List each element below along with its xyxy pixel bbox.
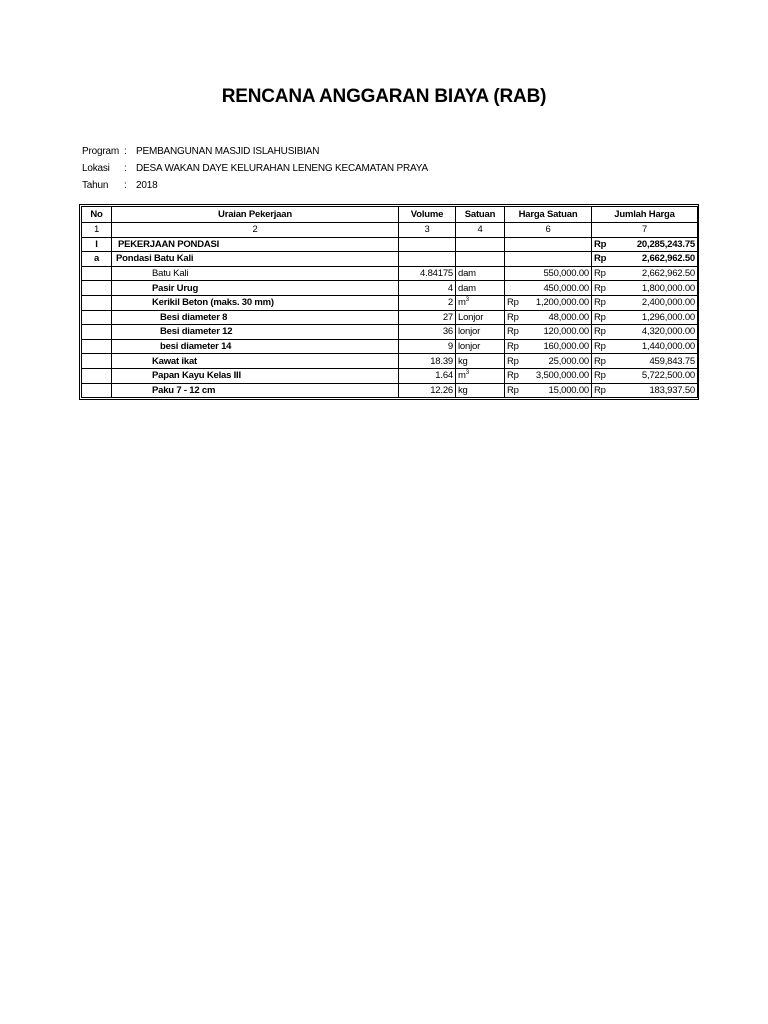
header-volume: Volume bbox=[399, 207, 456, 223]
item-total: 2,400,000.00 bbox=[610, 295, 698, 310]
item-no bbox=[82, 325, 112, 340]
item-no bbox=[82, 354, 112, 369]
item-total-currency: Rp bbox=[592, 266, 610, 281]
header-row bbox=[82, 207, 698, 223]
meta-value: DESA WAKAN DAYE KELURAHAN LENENG KECAMATAN PRAYA bbox=[136, 163, 428, 174]
item-total: 4,320,000.00 bbox=[610, 325, 698, 340]
subsection-label: Pondasi Batu Kali bbox=[112, 252, 399, 267]
item-volume: 9 bbox=[399, 339, 456, 354]
item-unit-cell bbox=[456, 295, 505, 310]
empty-cell bbox=[399, 252, 456, 267]
item-total-currency: Rp bbox=[592, 368, 610, 383]
table-row bbox=[82, 368, 698, 383]
subsection-total: 2,662,962.50 bbox=[610, 252, 698, 267]
col-number: 1 bbox=[82, 223, 112, 238]
table-row bbox=[82, 325, 698, 340]
item-volume: 2 bbox=[399, 295, 456, 310]
item-no bbox=[82, 281, 112, 296]
item-price-currency bbox=[505, 266, 524, 281]
meta-tahun bbox=[82, 177, 428, 194]
item-total: 5,722,500.00 bbox=[610, 368, 698, 383]
item-label: Batu Kali bbox=[112, 266, 399, 281]
col-number: 3 bbox=[399, 223, 456, 238]
item-price-currency: Rp bbox=[505, 354, 524, 369]
meta-key: Program bbox=[82, 146, 119, 157]
header-harga-satuan: Harga Satuan bbox=[505, 207, 592, 223]
meta-value: PEMBANGUNAN MASJID ISLAHUSIBIAN bbox=[136, 146, 320, 157]
item-price-currency: Rp bbox=[505, 368, 524, 383]
item-total: 183,937.50 bbox=[610, 383, 698, 398]
header-uraian: Uraian Pekerjaan bbox=[112, 207, 399, 223]
section-total: 20,285,243.75 bbox=[610, 237, 698, 252]
item-price: 48,000.00 bbox=[524, 310, 592, 325]
item-price: 15,000.00 bbox=[524, 383, 592, 398]
item-label: besi diameter 14 bbox=[112, 339, 399, 354]
item-volume: 4 bbox=[399, 281, 456, 296]
col-number: 6 bbox=[505, 223, 592, 238]
item-label: Paku 7 - 12 cm bbox=[112, 383, 399, 398]
item-price-currency: Rp bbox=[505, 383, 524, 398]
project-info bbox=[82, 143, 428, 194]
item-price-currency: Rp bbox=[505, 295, 524, 310]
item-total: 459,843.75 bbox=[610, 354, 698, 369]
table-row bbox=[82, 266, 698, 281]
empty-cell bbox=[505, 252, 592, 267]
header-jumlah-harga: Jumlah Harga bbox=[592, 207, 698, 223]
table-row bbox=[82, 354, 698, 369]
item-unit: lonjor bbox=[456, 325, 505, 340]
meta-key: Lokasi bbox=[82, 163, 110, 174]
item-label: Pasir Urug bbox=[112, 281, 399, 296]
item-unit: lonjor bbox=[456, 339, 505, 354]
item-no bbox=[82, 295, 112, 310]
item-total: 1,800,000.00 bbox=[610, 281, 698, 296]
item-label: Besi diameter 8 bbox=[112, 310, 399, 325]
col-number: 4 bbox=[456, 223, 505, 238]
col-number: 2 bbox=[112, 223, 399, 238]
item-volume: 1.64 bbox=[399, 368, 456, 383]
item-price: 120,000.00 bbox=[524, 325, 592, 340]
item-total: 1,440,000.00 bbox=[610, 339, 698, 354]
page-title: RENCANA ANGGARAN BIAYA (RAB) bbox=[221, 86, 547, 107]
item-no bbox=[82, 310, 112, 325]
section-no: I bbox=[82, 237, 112, 252]
item-unit-cell bbox=[456, 368, 505, 383]
subsection-row bbox=[82, 252, 698, 267]
empty-cell bbox=[456, 237, 505, 252]
meta-value: 2018 bbox=[136, 180, 158, 191]
empty-cell bbox=[505, 237, 592, 252]
item-label: Besi diameter 12 bbox=[112, 325, 399, 340]
table-row bbox=[82, 339, 698, 354]
rab-table bbox=[81, 206, 698, 398]
subsection-no: a bbox=[82, 252, 112, 267]
item-price-currency bbox=[505, 281, 524, 296]
item-price-currency: Rp bbox=[505, 310, 524, 325]
superscript-3: 3 bbox=[465, 370, 469, 377]
subsection-currency: Rp bbox=[592, 252, 610, 267]
item-label: Kerikil Beton (maks. 30 mm) bbox=[112, 295, 399, 310]
item-volume: 27 bbox=[399, 310, 456, 325]
item-label: Kawat ikat bbox=[112, 354, 399, 369]
header-satuan: Satuan bbox=[456, 207, 505, 223]
item-price: 450,000.00 bbox=[524, 281, 592, 296]
item-unit: Lonjor bbox=[456, 310, 505, 325]
meta-key: Tahun bbox=[82, 180, 109, 191]
table-row bbox=[82, 295, 698, 310]
item-unit: kg bbox=[456, 354, 505, 369]
item-price: 160,000.00 bbox=[524, 339, 592, 354]
item-total-currency: Rp bbox=[592, 281, 610, 296]
meta-colon: : bbox=[124, 180, 127, 191]
item-total-currency: Rp bbox=[592, 325, 610, 340]
item-no bbox=[82, 266, 112, 281]
item-price-currency: Rp bbox=[505, 325, 524, 340]
item-total-currency: Rp bbox=[592, 354, 610, 369]
item-total: 2,662,962.50 bbox=[610, 266, 698, 281]
item-price: 25,000.00 bbox=[524, 354, 592, 369]
meta-colon: : bbox=[124, 163, 127, 174]
item-unit: dam bbox=[456, 281, 505, 296]
item-unit: dam bbox=[456, 266, 505, 281]
item-no bbox=[82, 339, 112, 354]
item-label: Papan Kayu Kelas III bbox=[112, 368, 399, 383]
item-price: 3,500,000.00 bbox=[524, 368, 592, 383]
item-total-currency: Rp bbox=[592, 310, 610, 325]
item-unit: kg bbox=[456, 383, 505, 398]
section-row bbox=[82, 237, 698, 252]
item-volume: 18.39 bbox=[399, 354, 456, 369]
item-total-currency: Rp bbox=[592, 339, 610, 354]
item-total: 1,296,000.00 bbox=[610, 310, 698, 325]
meta-lokasi bbox=[82, 160, 428, 177]
header-no: No bbox=[82, 207, 112, 223]
empty-cell bbox=[399, 237, 456, 252]
item-volume: 12.26 bbox=[399, 383, 456, 398]
meta-program bbox=[82, 143, 428, 160]
rab-table-frame bbox=[79, 204, 699, 400]
table-row bbox=[82, 310, 698, 325]
item-volume: 4.84175 bbox=[399, 266, 456, 281]
section-label: PEKERJAAN PONDASI bbox=[112, 237, 399, 252]
empty-cell bbox=[456, 252, 505, 267]
table-row bbox=[82, 281, 698, 296]
item-total-currency: Rp bbox=[592, 295, 610, 310]
item-total-currency: Rp bbox=[592, 383, 610, 398]
item-volume: 36 bbox=[399, 325, 456, 340]
item-no bbox=[82, 383, 112, 398]
item-unit: m bbox=[458, 370, 466, 382]
item-unit: m bbox=[458, 297, 466, 309]
superscript-3: 3 bbox=[465, 297, 469, 304]
item-price: 1,200,000.00 bbox=[524, 295, 592, 310]
section-currency: Rp bbox=[592, 237, 610, 252]
item-no bbox=[82, 368, 112, 383]
table-row bbox=[82, 383, 698, 398]
col-number: 7 bbox=[592, 223, 698, 238]
item-price: 550,000.00 bbox=[524, 266, 592, 281]
meta-colon: : bbox=[124, 146, 127, 157]
item-price-currency: Rp bbox=[505, 339, 524, 354]
column-number-row bbox=[82, 223, 698, 238]
